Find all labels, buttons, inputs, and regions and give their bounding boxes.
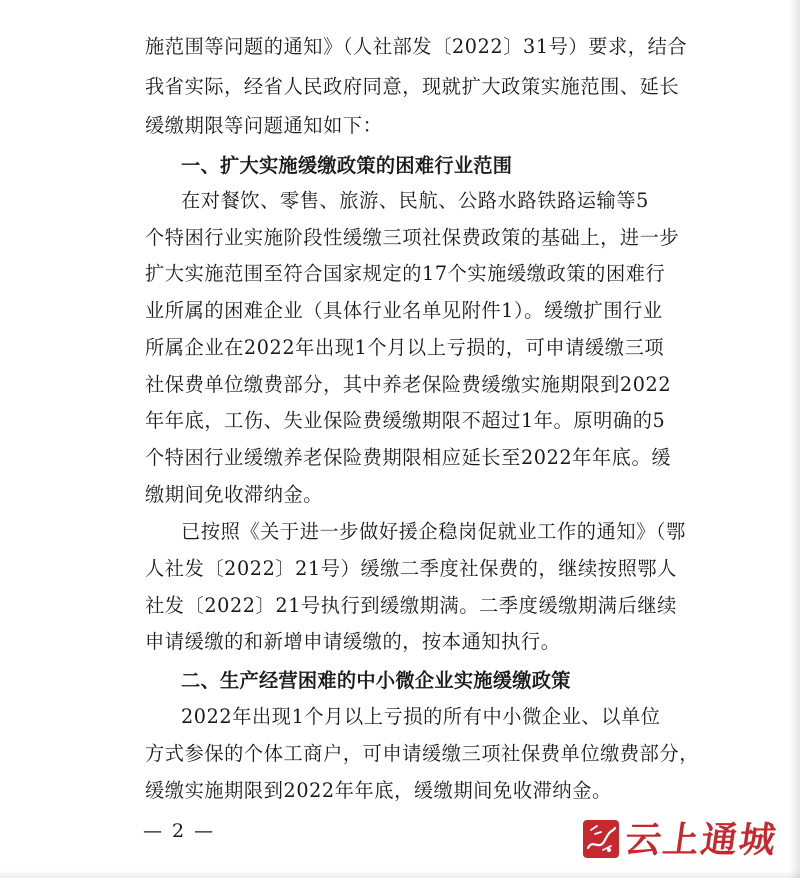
section-heading-1: 一、扩大实施缓缴政策的困难行业范围 [181,154,513,177]
body-text-line: 申请缓缴的和新增申请缓缴的，按本通知执行。 [145,630,561,653]
body-text-line: 所属企业在2022年出现1个月以上亏损的，可申请缓缴三项 [145,336,665,359]
page-edge-shadow-bottom [0,870,800,878]
body-text-line: 缓缴期限等问题通知如下： [145,114,383,137]
page-number: — 2 — [143,820,216,842]
body-text-line: 我省实际，经省人民政府同意，现就扩大政策实施范围、延长 [145,75,680,98]
body-text-line: 社发〔2022〕21号执行到缓缴期满。二季度缓缴期满后继续 [145,594,677,617]
body-text-line: 方式参保的个体工商户，可申请缓缴三项社保费单位缴费部分， [145,742,700,765]
seal-logo-icon [583,820,619,858]
body-text-line: 社保费单位缴费部分，其中养老保险费缓缴实施期限到2022 [145,373,672,396]
body-text-line: 缴期间免收滞纳金。 [145,483,324,506]
watermark-text: 云上通城 [622,820,780,861]
body-text-line: 扩大实施范围至符合国家规定的17个实施缓缴政策的困难行 [145,262,666,285]
paragraph-start: 已按照《关于进一步做好援企稳岗促就业工作的通知》（鄂 [181,520,686,543]
body-text-line: 缓缴实施期限到2022年年底，缓缴期间免收滞纳金。 [145,779,612,802]
body-text-line: 业所属的困难企业（具体行业名单见附件1）。缓缴扩围行业 [145,299,663,322]
body-text-line: 年年底，工伤、失业保险费缓缴期限不超过1年。原明确的5 [145,409,666,432]
body-text-line: 人社发〔2022〕21号）缓缴二季度社保费的，继续按照鄂人 [145,557,677,580]
paragraph-start: 在对餐饮、零售、旅游、民航、公路水路铁路运输等5 [181,189,649,212]
page-edge-shadow [790,0,800,878]
watermark [583,818,783,864]
paragraph-start: 2022年出现1个月以上亏损的所有中小微企业、以单位 [181,705,661,728]
body-text-line: 施范围等问题的通知》（人社部发〔2022〕31号）要求，结合 [145,35,688,58]
body-text-line: 个特困行业实施阶段性缓缴三项社保费政策的基础上，进一步 [145,226,680,249]
body-text-line: 个特困行业缓缴养老保险费期限相应延长至2022年年底。缓 [145,446,672,469]
section-heading-2: 二、生产经营困难的中小微企业实施缓缴政策 [181,669,571,692]
